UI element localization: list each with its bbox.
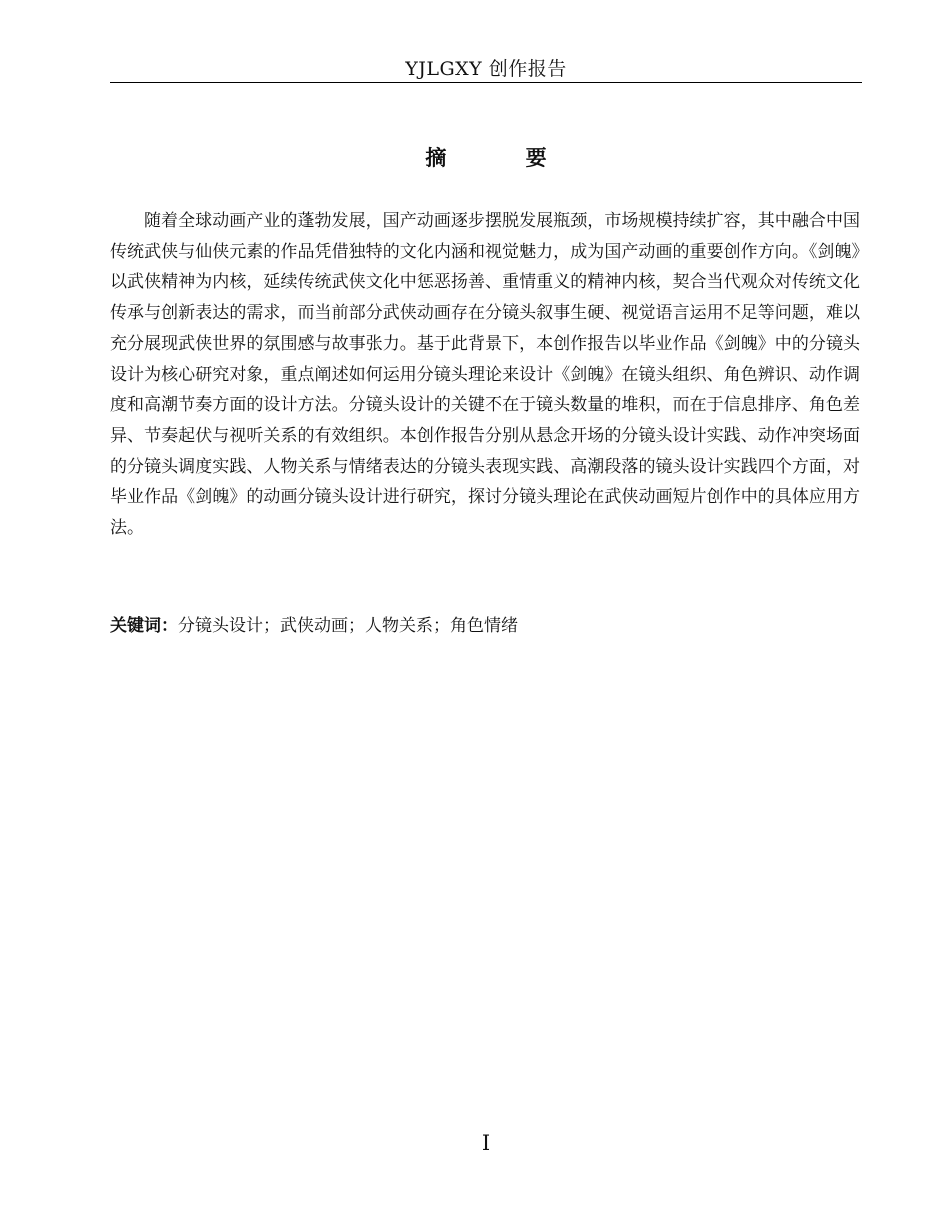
abstract-body: 随着全球动画产业的蓬勃发展，国产动画逐步摆脱发展瓶颈，市场规模持续扩容，其中融合中国传统武侠与仙侠元素的作品凭借独特的文化内涵和视觉魅力，成为国产动画的重要创作方向。《剑魄》以武侠精神为内核，延续传统武侠文化中惩恶扬善、重情重义的精神内核，契合当代观众对传统文化传承与创新表达的需求，而当前部分武侠动画存在分镜头叙事生硬、视觉语言运用不足等问题，难以充分展现武侠世界的氛围感与故事张力。基于此背景下，本创作报告以毕业作品《剑魄》中的分镜头设计为核心研究对象，重点阐述如何运用分镜头理论来设计《剑魄》在镜头组织、角色辨识、动作调度和高潮节奏方面的设计方法。分镜头设计的关键不在于镜头数量的堆积，而在于信息排序、角色差异、节奏起伏与视听关系的有效组织。本创作报告分别从悬念开场的分镜头设计实践、动作冲突场面的分镜头调度实践、人物关系与情绪表达的分镜头表现实践、高潮段落的镜头设计实践四个方面，对毕业作品《剑魄》的动画分镜头设计进行研究，探讨分镜头理论在武侠动画短片创作中的具体应用方法。 [110, 211, 860, 539]
keywords-line [110, 611, 860, 641]
keywords-label: 关键词： [110, 616, 178, 636]
abstract-title: 摘 要 [425, 146, 583, 170]
running-header: YJLGXY 创作报告 [405, 58, 567, 80]
keywords-text: 分镜头设计；武侠动画；人物关系；角色情绪 [178, 616, 518, 636]
header-rule [110, 82, 862, 83]
page-number: I [481, 1131, 491, 1155]
